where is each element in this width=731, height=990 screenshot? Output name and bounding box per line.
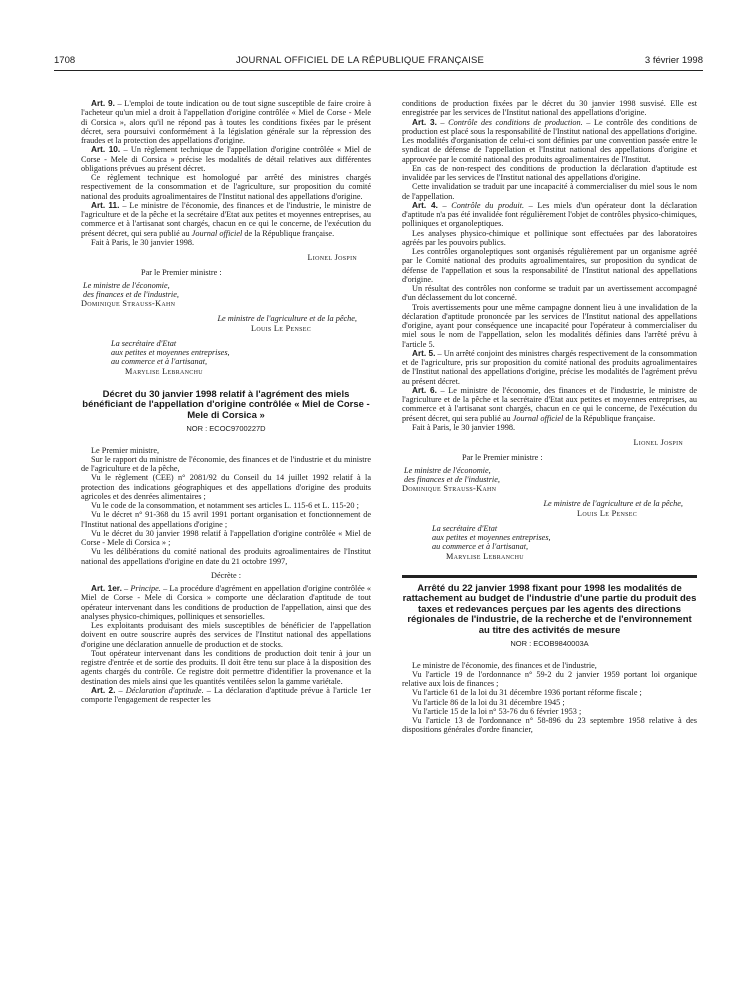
secretary-title-3: au commerce et à l'artisanat,	[111, 357, 208, 367]
signer-prime-minister: Lionel Jospin	[307, 253, 357, 262]
arrete-visa-3: Vu l'article 86 de la loi du 31 décembre 1945 ;	[412, 697, 565, 707]
article-4: Art. 4. – Contrôle du produit. – Les miels d'un opérateur dont la déclaration d'aptitude n'a pas été invalidée font régulièrement l'objet de contrôles physico-chimiques, polliniques et organoleptiques.	[402, 200, 697, 229]
decree-title: Décret du 30 janvier 1998 relatif à l'agrément des miels bénéficiant de l'appellation d'origine contrôlée « Miel de Corse - Mele di Corsica »	[82, 388, 370, 421]
signer-prime-minister-2: Lionel Jospin	[633, 438, 683, 447]
article-2-continued: conditions de production fixées par le décret du 30 janvier 1998 susvisé. Elle est enregistrée par les services de l'Institut national des appellations d'origine.	[402, 99, 697, 118]
article-3: Art. 3. – Contrôle des conditions de production. – Le contrôle des conditions de production est placé sous la responsabilité de l'Institut national des appellations d'origine. Les modalités d'organisation de celui-ci sont définies par une convention passée entre le syndicat de défense de l'appellation et l'Institut national des appellations d'origine et approuvée par le comité national des produits agroalimentaires de l'Institut.	[402, 117, 698, 164]
visa-6: Vu les délibérations du comité national des produits agroalimentaires de l'Institut national des appellations d'origine en date du 21 octobre 1997,	[81, 547, 371, 566]
decrete-heading: Décrète :	[211, 570, 241, 580]
page-number: 1708	[54, 55, 76, 66]
journal-title: JOURNAL OFFICIEL DE LA RÉPUBLIQUE FRANÇAISE	[235, 55, 485, 66]
arrete-section	[402, 575, 697, 735]
text-columns	[81, 99, 703, 735]
left-column	[81, 99, 371, 735]
secretary-title-2: aux petites et moyennes entreprises,	[111, 348, 230, 357]
agriculture-minister-name: Louis Le Pensec	[251, 323, 311, 333]
arrete-visa-5: Vu l'article 13 de l'ordonnance n° 58-896 du 23 septembre 1958 relative à des dispositions générales d'ordre financier,	[402, 716, 697, 735]
secretary-name: Marylise Lebranchu	[125, 366, 203, 376]
article-10: Art. 10. – Un règlement technique de l'appellation d'origine contrôlée « Miel de Corse - Mele di Corsica » précise les modalités de détail relatives aux différentes obligations prévues au présent décret.	[81, 145, 372, 173]
agriculture-minister-title: Le ministre de l'agriculture et de la pêche,	[217, 314, 357, 324]
header-rule	[54, 70, 703, 71]
visa-3: Vu le code de la consommation, et notamment ses articles L. 115-6 et L. 115-20 ;	[91, 501, 359, 510]
page-header	[54, 55, 703, 66]
article-1-paragraph-3: Tout opérateur intervenant dans les conditions de production doit tenir à jour un registre d'entrée et de sortie des produits. Il doit être tenu sur place à la disposition des agents chargés du contrôle. Ce registre doit permettre d'identifier la provenance et la destination des miels ainsi que les quantités ventilées selon la gamme variétale.	[81, 648, 371, 686]
visa-4: Vu le décret n° 91-368 du 15 avril 1991 portant organisation et fonctionnement de l'Institut national des appellations d'origine ;	[81, 510, 371, 529]
decree-nor: NOR : ECOC9700227D	[186, 424, 266, 434]
article-1-paragraph-2: Les exploitants produisant des miels susceptibles de bénéficier de l'appellation doivent en outre souscrire auprès des services de l'Institut national des appellations d'origine une déclaration annuelle de production et de stocks.	[81, 621, 371, 649]
arrete-title: Arrêté du 22 janvier 1998 fixant pour 1998 les modalités de rattachement au budget de l'industrie d'une partie du produit des taxes et redevances perçues par les agents des directions régionales de l'industrie, de la recherche et de l'environnement au titre des activités de mesure	[402, 582, 697, 636]
article-1: Art. 1er. – Principe. – La procédure d'agrément en appellation d'origine contrôlée « Miel de Corse - Mele di Corsica » comporte une déclaration d'aptitude de tout opérateur intervenant dans les conditions de production de l'appellation, ainsi que des analyses physico-chimiques, polliniques et sensorielles.	[81, 584, 371, 621]
arrete-visa-1: Vu l'article 19 de l'ordonnance n° 59-2 du 2 janvier 1959 portant loi organique relative aux lois de finances ;	[402, 669, 697, 688]
signature-place-date-2: Fait à Paris, le 30 janvier 1998.	[412, 422, 516, 432]
right-column	[402, 99, 697, 735]
article-4-paragraph-4: Un résultat des contrôles non conforme se traduit par un avertissement accompagné d'un déclassement du lot concerné.	[402, 284, 697, 303]
visa-1: Sur le rapport du ministre de l'économie, des finances et de l'industrie et du ministre de l'agriculture et de la pêche,	[81, 454, 371, 473]
economy-minister-title-2b: des finances et de l'industrie,	[404, 474, 500, 484]
article-11: Art. 11. – Le ministre de l'économie, des finances et de l'industrie, le ministre de l'agriculture et de la pêche et la secrétaire d'Etat aux petites et moyennes entreprises, au commerce et à l'artisanat sont chargés, chacun en ce qui le concerne, de l'exécution du présent décret, qui sera publié au Journal officiel de la République française.	[81, 200, 372, 238]
secretary-title-2b: aux petites et moyennes entreprises,	[432, 533, 551, 542]
arrete-visa-4: Vu l'article 15 de la loi n° 53-76 du 6 février 1953 ;	[412, 706, 582, 716]
article-10-paragraph: Ce règlement technique est homologué par arrêté des ministres chargés respectivement de la consommation et de l'agriculture, sur proposition du comité national des produits agroalimentaires de l'Institut national des appellations d'origine.	[81, 173, 371, 201]
agriculture-minister-title-2: Le ministre de l'agriculture et de la pêche,	[543, 499, 683, 509]
economy-minister-title-2: des finances et de l'industrie,	[83, 289, 179, 299]
arrete-nor: NOR : ECOB9840003A	[510, 639, 589, 649]
economy-minister-title-1: Le ministre de l'économie,	[83, 280, 170, 290]
agriculture-minister-name-2: Louis Le Pensec	[577, 508, 637, 518]
article-4-paragraph-3: Les contrôles organoleptiques sont organisés régulièrement par un organisme agréé par le Comité national des produits agroalimentaires, sur proposition du syndicat de défense de l'appellation et sous la responsabilité de l'Institut national des appellations d'origine.	[402, 247, 697, 284]
article-9: Art. 9. – L'emploi de toute indication ou de tout signe susceptible de faire croire à l'acheteur qu'un miel a droit à l'appellation d'origine contrôlée « Miel de Corse - Mele di Corsica », alors qu'il ne répond pas à toutes les conditions fixées par le présent décret, sera poursuivi conformément à la législation générale sur la répression des fraudes et la protection des appellations d'origine.	[81, 99, 372, 145]
article-3-paragraph-2: En cas de non-respect des conditions de production la déclaration d'aptitude est invalidée par les services de l'Institut national des appellations d'origine.	[402, 163, 697, 182]
signature-place-date: Fait à Paris, le 30 janvier 1998.	[91, 237, 195, 247]
economy-minister-name-2: Dominique Strauss-Kahn	[402, 484, 497, 493]
economy-minister-name: Dominique Strauss-Kahn	[81, 299, 176, 308]
secretary-name-2: Marylise Lebranchu	[446, 551, 524, 561]
by-prime-minister-2: Par le Premier ministre :	[462, 453, 543, 463]
visa-2: Vu le règlement (CEE) n° 2081/92 du Conseil du 14 juillet 1992 relatif à la protection des indications géographiques et des appellations d'origine des produits agricoles et des denrées alimentaires ;	[81, 473, 371, 501]
visa-5: Vu le décret du 30 janvier 1998 relatif à l'appellation d'origine contrôlée « Miel de Corse - Mele di Corsica » ;	[81, 528, 371, 547]
article-2: Art. 2. – Déclaration d'aptitude. – La déclaration d'aptitude prévue à l'article 1er comporte l'engagement de respecter les	[81, 685, 372, 704]
pm-intro: Le Premier ministre,	[91, 445, 160, 455]
secretary-title-1b: La secrétaire d'Etat	[432, 523, 498, 533]
article-4-paragraph-5: Trois avertissements pour une même campagne donnent lieu à une invalidation de la déclaration d'aptitude prononcée par les services de l'Institut national des appellations d'origine, ayant pour conséquence une incapacité pour l'opérateur à commercialiser du miel sous le nom de l'appellation, selon les modalités définies dans l'arrêté prévu à l'article 5.	[402, 302, 697, 349]
secretary-title-1: La secrétaire d'Etat	[111, 338, 177, 348]
article-3-paragraph-3: Cette invalidation se traduit par une incapacité à commercialiser du miel sous le nom de l'appellation.	[402, 182, 697, 201]
article-4-paragraph-2: Les analyses physico-chimique et pollinique sont effectuées par des laboratoires agréés par les pouvoirs publics.	[402, 228, 697, 247]
article-6: Art. 6. – Le ministre de l'économie, des finances et de l'industrie, le ministre de l'agriculture et de la pêche et la secrétaire d'Etat aux petites et moyennes entreprises, au commerce et à l'artisanat sont chargés, chacun en ce qui le concerne, de l'exécution du présent décret, qui sera publié au Journal officiel de la République française.	[402, 385, 697, 423]
article-5: Art. 5. – Un arrêté conjoint des ministres chargés respectivement de la consommation et de l'agriculture, pris sur proposition du comité national des produits agroalimentaires de l'Institut national des appellations d'origine, précise les modalités de l'agrément prévu au présent décret.	[402, 348, 698, 386]
minister-intro: Le ministre de l'économie, des finances et de l'industrie,	[412, 660, 597, 670]
economy-minister-title-1b: Le ministre de l'économie,	[404, 465, 491, 475]
by-prime-minister: Par le Premier ministre :	[141, 268, 222, 278]
issue-date: 3 février 1998	[644, 55, 703, 66]
secretary-title-3b: au commerce et à l'artisanat,	[432, 542, 529, 552]
arrete-visa-2: Vu l'article 61 de la loi du 31 décembre 1936 portant réforme fiscale ;	[412, 688, 642, 698]
